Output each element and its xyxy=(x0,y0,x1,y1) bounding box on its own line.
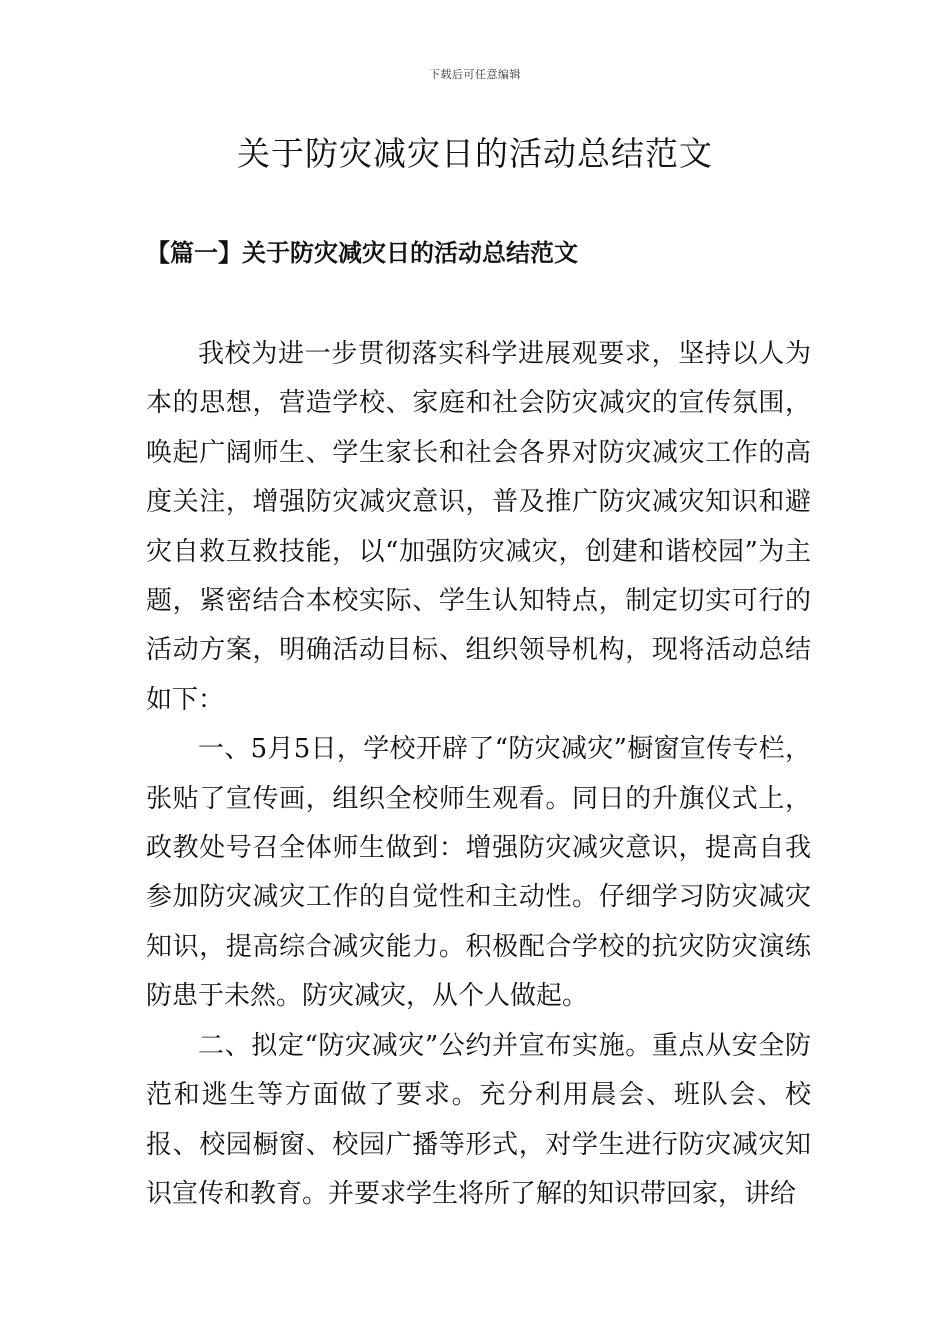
body-text xyxy=(146,330,811,1219)
header-note: 下载后可任意编辑 xyxy=(429,68,521,81)
section-heading: 【篇一】关于防灾减灾日的活动总结范文 xyxy=(146,238,578,267)
paragraph-item-2: 二、拟定“防灾减灾”公约并宣布实施。重点从安全防范和逃生等方面做了要求。充分利用晨会、班队会、校报、校园橱窗、校园广播等形式，对学生进行防灾减灾知识宣传和教育。并要求学生将所了解的知识带回家，讲给 xyxy=(146,1030,811,1209)
paragraph-item-1: 一、5月5日，学校开辟了“防灾减灾”橱窗宣传专栏，张贴了宣传画，组织全校师生观看。同日的升旗仪式上，政教处号召全体师生做到：增强防灾减灾意识，提高自我参加防灾减灾工作的自觉性和主动性。仔细学习防灾减灾知识，提高综合减灾能力。积极配合学校的抗灾防灾演练防患于未然。防灾减灾，从个人做起。 xyxy=(146,734,811,1012)
paragraph-intro: 我校为进一步贯彻落实科学进展观要求，坚持以人为本的思想，营造学校、家庭和社会防灾减灾的宣传氛围，唤起广阔师生、学生家长和社会各界对防灾减灾工作的高度关注，增强防灾减灾意识，普及推广防灾减灾知识和避灾自救互救技能，以“加强防灾减灾，创建和谐校园”为主题，紧密结合本校实际、学生认知特点，制定切实可行的活动方案，明确活动目标、组织领导机构，现将活动总结如下： xyxy=(146,339,811,715)
document-title: 关于防灾减灾日的活动总结范文 xyxy=(237,134,713,173)
